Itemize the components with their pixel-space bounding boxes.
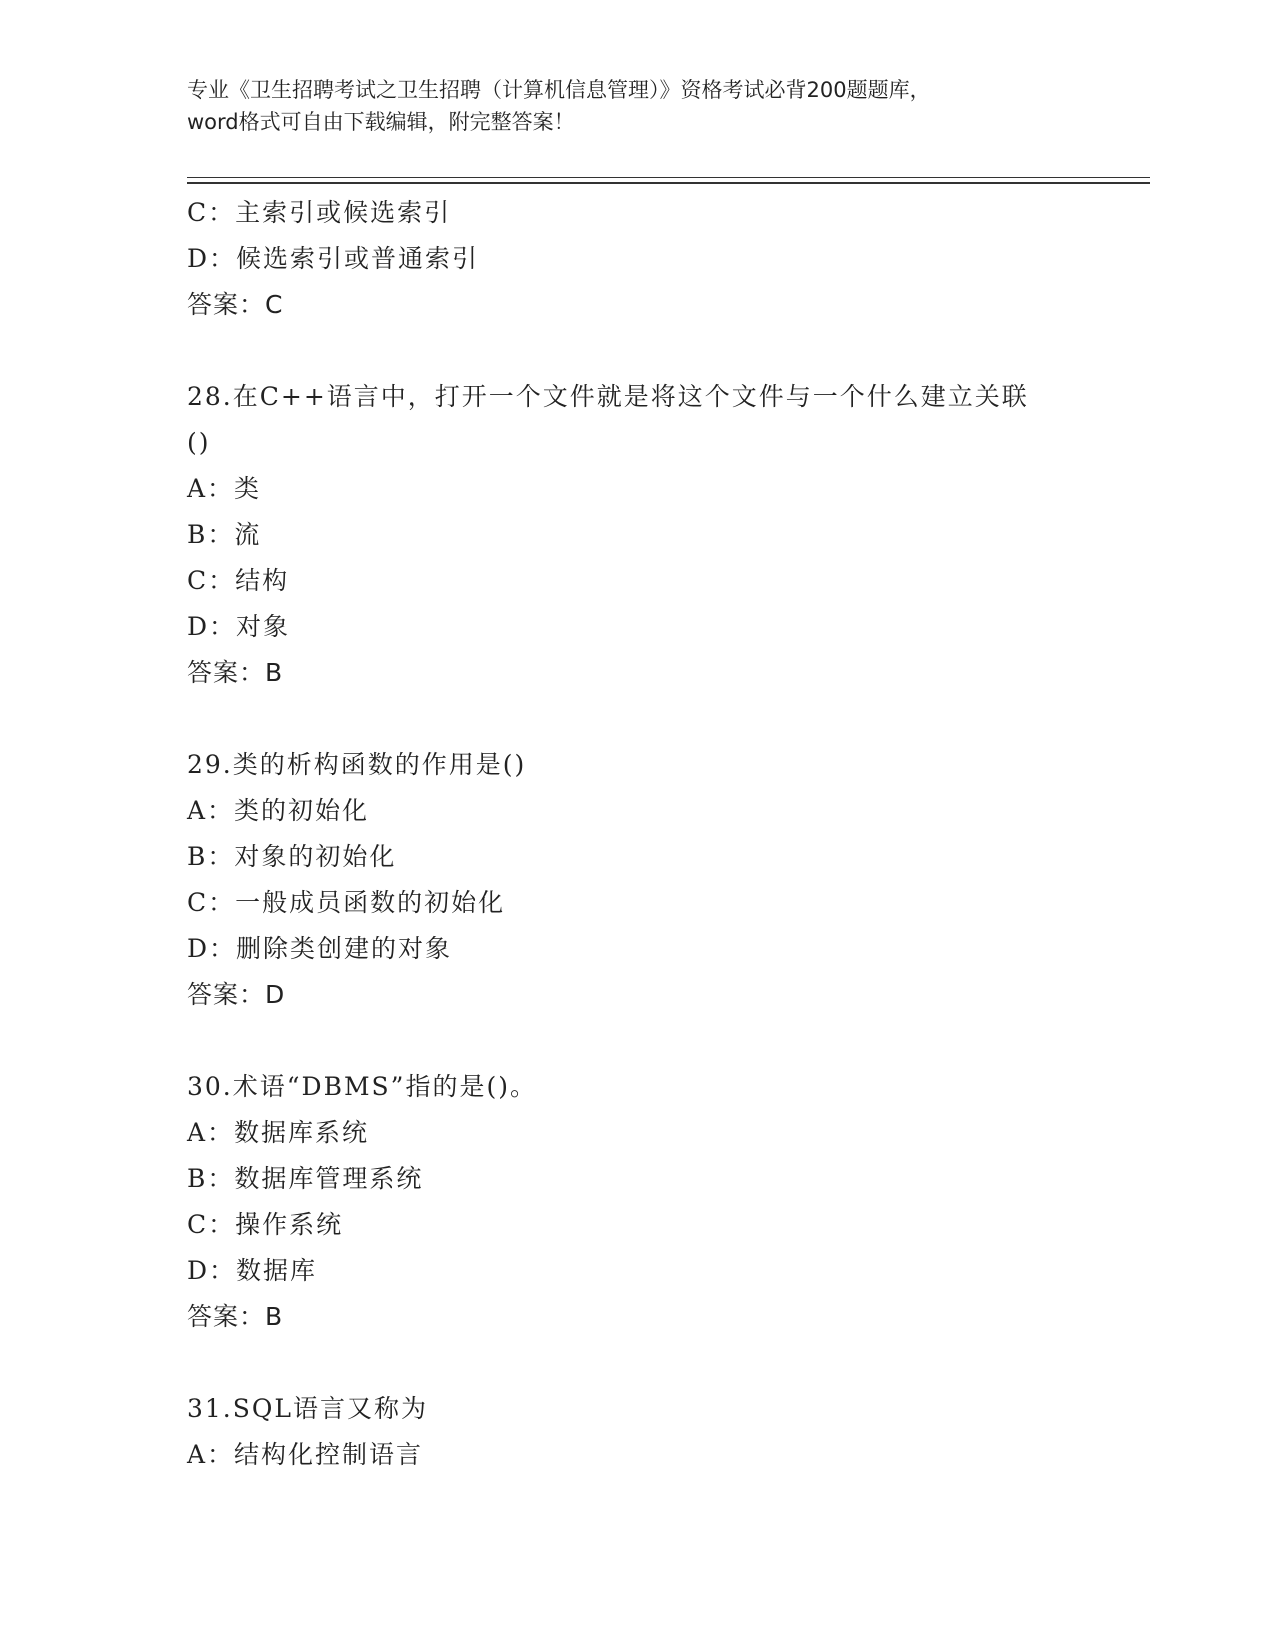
question-27-continued	[187, 190, 1137, 328]
spacer	[187, 1340, 1137, 1386]
option-c: C：主索引或候选索引	[187, 198, 452, 227]
header-divider-thick	[187, 182, 1150, 184]
spacer	[187, 1018, 1137, 1064]
spacer	[187, 328, 1137, 374]
question-stem: 28.在C++语言中，打开一个文件就是将这个文件与一个什么建立关联	[187, 382, 1029, 411]
answer-label: 答案：B	[187, 658, 284, 687]
document-header	[187, 74, 1087, 138]
question-stem: 29.类的析构函数的作用是()	[187, 750, 527, 779]
question-29	[187, 742, 1137, 1018]
answer-label: 答案：B	[187, 1302, 284, 1331]
question-30	[187, 1064, 1137, 1340]
header-line-1: 专业《卫生招聘考试之卫生招聘（计算机信息管理）》资格考试必背200题题库，	[187, 78, 931, 102]
header-divider-thin	[187, 177, 1150, 178]
option-d: D：数据库	[187, 1256, 318, 1285]
option-b: B：数据库管理系统	[187, 1164, 424, 1193]
answer-label: 答案：C	[187, 290, 284, 319]
question-stem: 31.SQL语言又称为	[187, 1394, 428, 1423]
answer-label: 答案：D	[187, 980, 286, 1009]
option-b: B：流	[187, 520, 262, 549]
question-31	[187, 1386, 1137, 1478]
option-a: A：类的初始化	[187, 796, 370, 825]
spacer	[187, 696, 1137, 742]
question-stem-continued: ()	[187, 428, 211, 457]
header-line-2: word格式可自由下载编辑，附完整答案！	[187, 110, 575, 134]
option-c: C：结构	[187, 566, 290, 595]
option-c: C：操作系统	[187, 1210, 344, 1239]
option-b: B：对象的初始化	[187, 842, 397, 871]
option-d: D：删除类创建的对象	[187, 934, 453, 963]
option-a: A：数据库系统	[187, 1118, 370, 1147]
question-list	[187, 190, 1137, 1478]
question-28	[187, 374, 1137, 696]
option-c: C：一般成员函数的初始化	[187, 888, 506, 917]
option-d: D：候选索引或普通索引	[187, 244, 480, 273]
option-a: A：结构化控制语言	[187, 1440, 424, 1469]
option-a: A：类	[187, 474, 262, 503]
option-d: D：对象	[187, 612, 291, 641]
question-stem: 30.术语“DBMS”指的是()。	[187, 1072, 537, 1101]
